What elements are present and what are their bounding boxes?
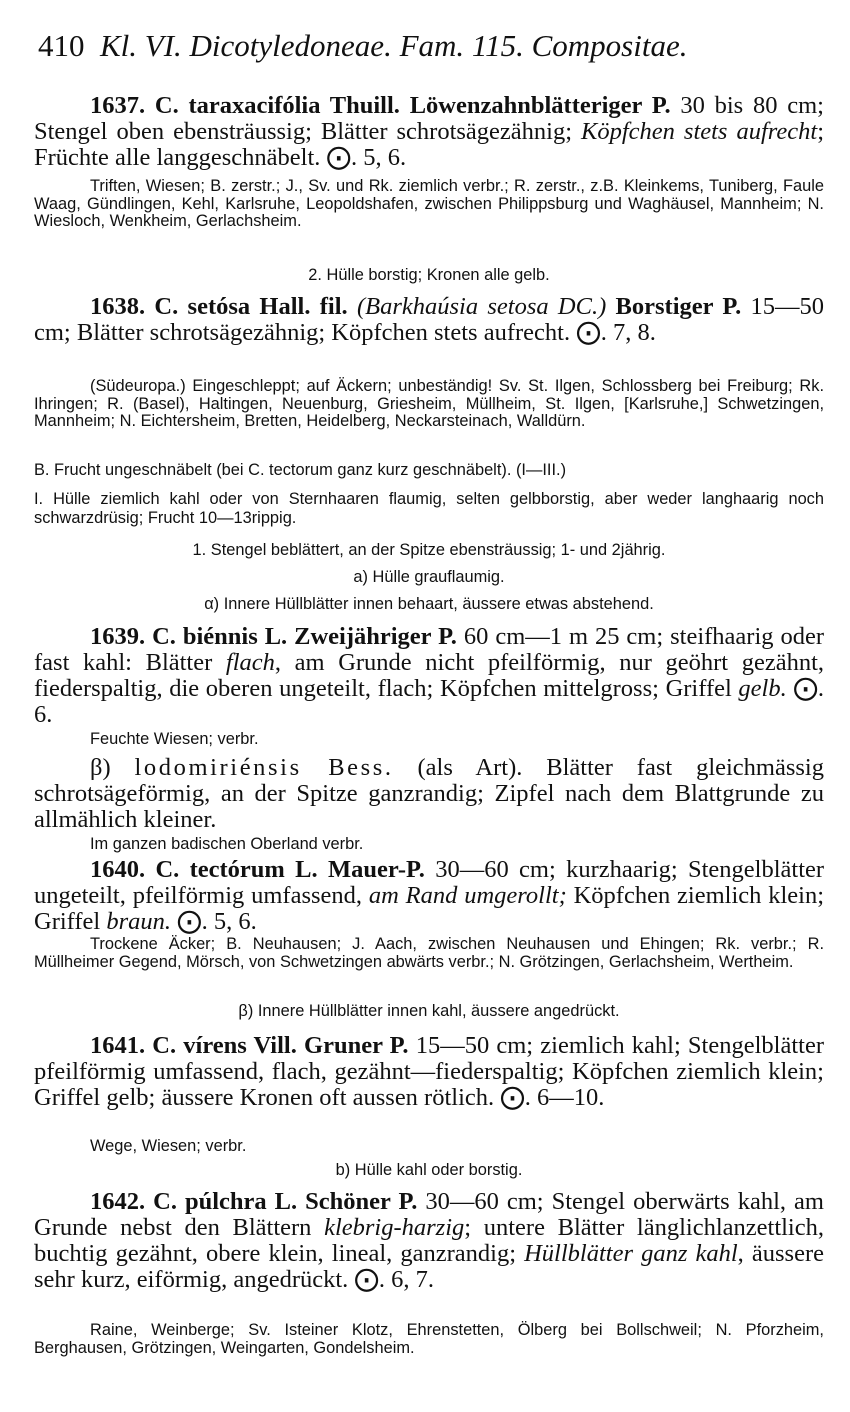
key-a: a) Hülle grauflaumig.	[353, 568, 505, 586]
locality-1639: Feuchte Wiesen; verbr.	[90, 730, 259, 748]
species-name: C. tectórum L.	[155, 856, 318, 883]
locality-1641: Wege, Wiesen; verbr.	[90, 1137, 247, 1155]
species-common-name: Löwenzahnblätteriger P.	[409, 92, 671, 119]
species-number: 1639.	[90, 623, 146, 650]
species-description-italic: klebrig-harzig	[324, 1214, 465, 1241]
page-number: 410	[38, 28, 85, 63]
species-synonym: (Barkhaúsia setosa DC.)	[356, 293, 607, 320]
locality-lodomiriensis: Im ganzen badischen Oberland verbr.	[90, 835, 364, 853]
species-1639	[34, 624, 824, 728]
species-description: 60 cm—1 m 25 cm; steifhaarig oder fast kahl: Blätter	[34, 623, 824, 676]
species-name: C. taraxacifólia Thuill.	[154, 92, 400, 119]
key-1: 1. Stengel beblättert, an der Spitze ebensträussig; 1- und 2jährig.	[192, 541, 666, 559]
species-name: C. biénnis L.	[152, 623, 288, 650]
species-common-name: Mauer-P.	[328, 856, 425, 883]
variety-name: lodomiriénsis Bess.	[134, 754, 394, 781]
species-description-italic-2: braun.	[106, 908, 172, 935]
species-description-end: ⨀. 6.	[34, 675, 824, 728]
species-common-name: Zweijähriger P.	[294, 623, 457, 650]
species-description: 15—50 cm; ziemlich kahl; Stengelblätter pfeilförmig umfassend, flach, gezähnt—fiederspaltig; Köpfchen ziemlich klein; Griffel gelb; äussere Kronen oft aussen rötlich. ⨀. 6—10.	[34, 1032, 825, 1111]
species-description: 30—60 cm; kurzhaarig; Stengelblätter ungeteilt, pfeilförmig umfassend,	[34, 856, 825, 909]
species-common-name: Schöner P.	[305, 1188, 418, 1215]
species-name: C. púlchra L.	[153, 1188, 298, 1215]
species-1637	[34, 93, 824, 171]
species-description-cont: Köpfchen ziemlich klein; Griffel	[34, 882, 825, 935]
species-description-italic-2: Hüllblätter ganz kahl	[524, 1240, 738, 1267]
species-number: 1641.	[90, 1032, 146, 1059]
species-description-cont: , am Grunde nicht pfeilförmig, nur geöhrt gezähnt, fiederspaltig, die oberen ungeteilt, flach; Köpfchen mittelgross; Griffel	[34, 649, 825, 702]
species-1638	[34, 294, 824, 346]
key-I: I. Hülle ziemlich kahl oder von Sternhaaren flaumig, selten gelbborstig, aber weder langhaarig noch schwarzdrüsig; Frucht 10—13rippig.	[34, 490, 824, 527]
species-description: 30—60 cm; Stengel oberwärts kahl, am Grunde nebst den Blättern	[34, 1188, 824, 1241]
species-description-italic: flach	[225, 649, 275, 676]
key-2: 2. Hülle borstig; Kronen alle gelb.	[308, 266, 550, 284]
species-description-italic: Köpfchen stets aufrecht	[581, 118, 818, 145]
key-b: b) Hülle kahl oder borstig.	[335, 1161, 523, 1179]
locality-1640: Trockene Äcker; B. Neuhausen; J. Aach, zwischen Neuhausen und Ehingen; Rk. verbr.; R. Müllheimer Gegend, Mörsch, von Schwetzingen abwärts verbr.; N. Grötzingen, Gerlachsheim, Wertheim.	[34, 935, 824, 971]
species-number: 1637.	[90, 92, 146, 119]
species-description-italic: am Rand umgerollt;	[368, 882, 567, 909]
key-beta: β) Innere Hüllblätter innen kahl, äussere angedrückt.	[238, 1002, 620, 1020]
running-title: Kl. VI. Dicotyledoneae. Fam. 115. Compositae.	[100, 28, 688, 63]
species-name: C. vírens Vill.	[152, 1032, 297, 1059]
locality-1642: Raine, Weinberge; Sv. Isteiner Klotz, Ehrenstetten, Ölberg bei Bollschweil; N. Pforzheim, Berghausen, Grötzingen, Weingarten, Gondelsheim.	[34, 1321, 824, 1357]
species-1641	[34, 1033, 824, 1111]
locality-1637: Triften, Wiesen; B. zerstr.; J., Sv. und Rk. ziemlich verbr.; R. zerstr., z.B. Kleinkems, Tuniberg, Faule Waag, Gündlingen, Kehl, Karlsruhe, Leopoldshafen, zwischen Philippsburg und Waghäusel, Mannheim; N. Wiesloch, Wenkheim, Gerlachsheim.	[34, 177, 824, 230]
key-B: B. Frucht ungeschnäbelt (bei C. tectorum ganz kurz geschnäbelt). (I—III.)	[34, 461, 567, 479]
species-1642	[34, 1189, 824, 1293]
variety-label: β)	[90, 754, 111, 781]
species-common-name: Gruner P.	[304, 1032, 409, 1059]
key-alpha: α) Innere Hüllblätter innen behaart, äussere etwas abstehend.	[204, 595, 654, 613]
species-number: 1642.	[90, 1188, 146, 1215]
species-description: 15—50 cm; Blätter schrotsägezähnig; Köpfchen stets aufrecht. ⨀. 7, 8.	[34, 293, 824, 346]
species-number: 1640.	[90, 856, 146, 883]
species-common-name: Borstiger P.	[615, 293, 742, 320]
species-name: C. setósa Hall. fil.	[154, 293, 348, 320]
running-header	[38, 28, 828, 64]
species-description-cont: ; Früchte alle langgeschnäbelt. ⨀. 5, 6.	[34, 118, 824, 171]
species-number: 1638.	[90, 293, 146, 320]
species-description-end: , äussere sehr kurz, eiförmig, angedrückt. ⨀. 6, 7.	[34, 1240, 824, 1293]
species-description-italic-2: gelb.	[738, 675, 787, 702]
variety-lodomiriensis	[34, 755, 824, 833]
species-description: 30 bis 80 cm; Stengel oben ebensträussig; Blätter schrotsägezähnig;	[34, 92, 824, 145]
species-description-end: ⨀. 5, 6.	[177, 908, 257, 935]
locality-1638: (Südeuropa.) Eingeschleppt; auf Äckern; unbeständig! Sv. St. Ilgen, Schlossberg bei Freiburg; Rk. Ihringen; R. (Basel), Haltingen, Neuenburg, Griesheim, Müllheim, St. Ilgen, [Karlsruhe,] Schwetzingen, Mannheim; N. Eichtersheim, Bretten, Heidelberg, Neckarsteinach, Walldürn.	[34, 377, 824, 430]
species-description-cont: ; untere Blätter länglichlanzettlich, buchtig gezähnt, obere klein, lineal, ganzrandig;	[34, 1214, 824, 1267]
species-1640	[34, 857, 824, 935]
variety-description: (als Art). Blätter fast gleichmässig schrotsägeförmig, an der Spitze ganzrandig; Zipfel nach dem Blattgrunde zu allmählich kleiner.	[34, 754, 824, 833]
